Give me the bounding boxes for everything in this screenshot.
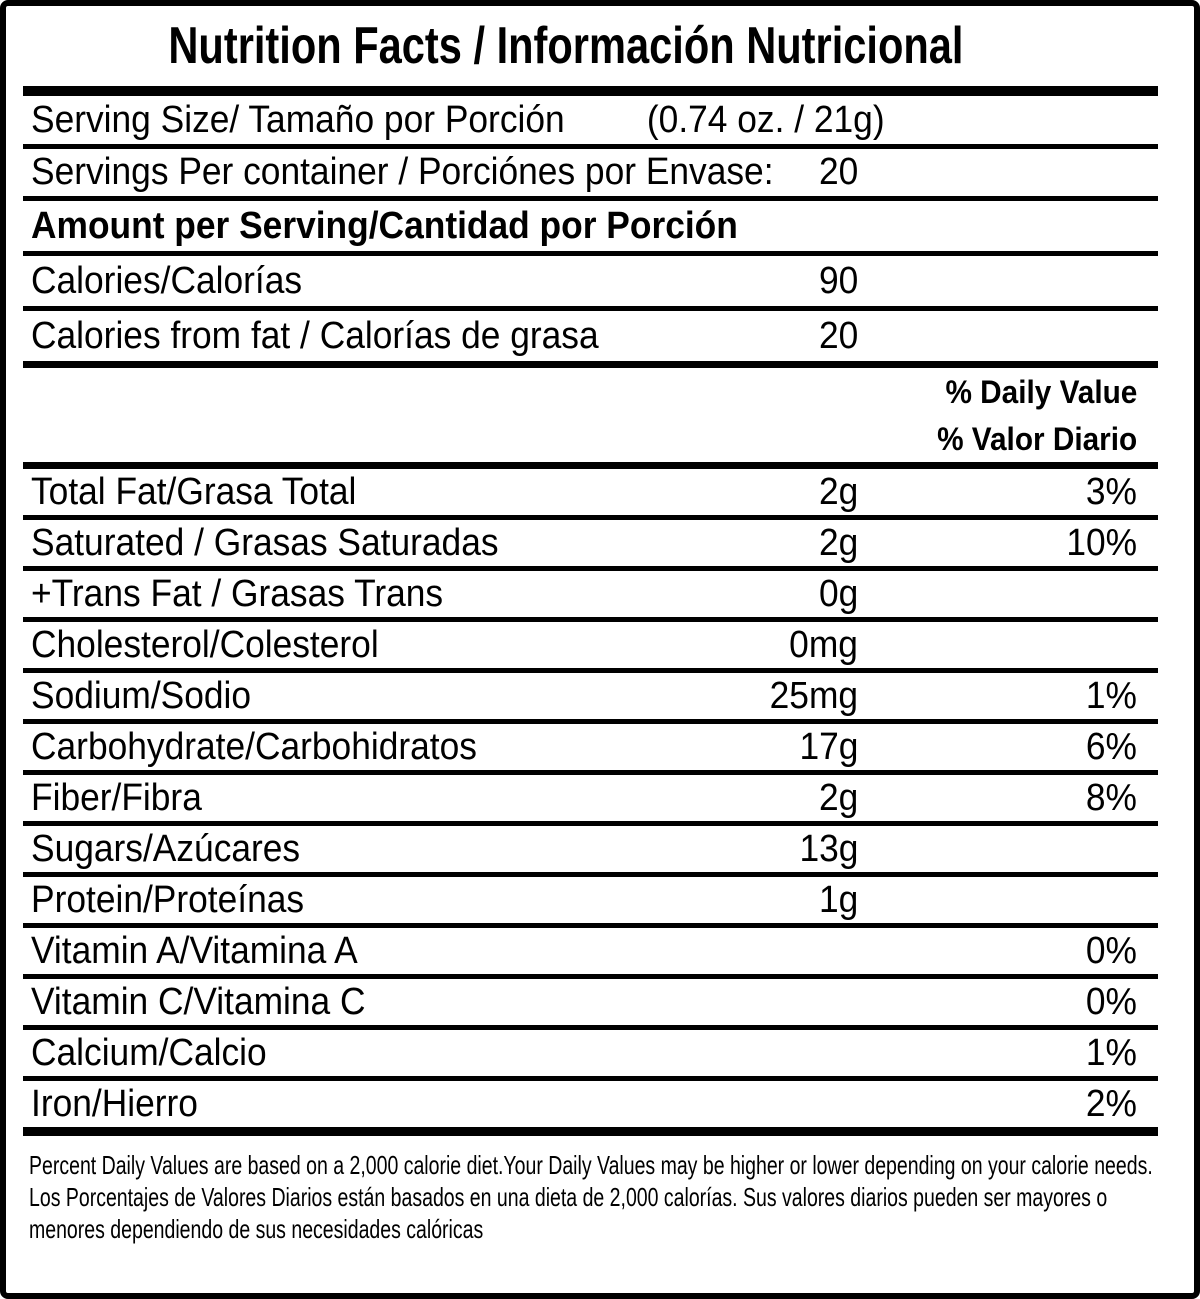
row-vitamin-c (23, 979, 1158, 1025)
nutrient-label: Saturated / Grasas Saturadas (31, 521, 499, 564)
nutrient-label: Fiber/Fibra (31, 776, 202, 819)
row-total-fat (23, 469, 1158, 515)
serving-size-row (23, 96, 1158, 144)
footnote-spanish: Los Porcentajes de Valores Diarios están basados en una dieta de 2,000 calorías. Sus valores diarios pueden ser mayores o menores dependiendo de sus necesidades calóricas (29, 1181, 1108, 1244)
nutrient-label: Iron/Hierro (31, 1082, 198, 1125)
servings-per-container-value: 20 (818, 151, 858, 193)
calories-from-fat-value: 20 (818, 314, 858, 357)
servings-per-container-row (23, 149, 1158, 196)
amount-per-serving-text: Amount per Serving/Cantidad por Porción (31, 204, 738, 247)
footnote-english: Percent Daily Values are based on a 2,000 calorie diet.Your Daily Values may be higher or lower depending on your calorie needs. (29, 1150, 1153, 1180)
nutrient-amount: 0g (818, 572, 858, 615)
serving-size-label: Serving Size/ Tamaño por Porción (31, 98, 565, 141)
nutrient-label: Calcium/Calcio (31, 1031, 267, 1074)
nutrient-label: Vitamin C/Vitamina C (31, 980, 366, 1023)
nutrient-amount: 2g (818, 776, 858, 819)
nutrient-dv: 0% (1085, 929, 1137, 972)
calories-value: 90 (818, 259, 858, 302)
daily-value-header-en-text: % Daily Value (945, 373, 1137, 410)
nutrient-amount: 1g (818, 878, 858, 921)
label-title-text: Nutrition Facts / Información Nutricional (168, 17, 964, 75)
daily-value-header-es (23, 416, 1158, 462)
nutrient-amount: 0mg (789, 623, 858, 666)
calories-row (23, 256, 1158, 306)
divider-thick (23, 462, 1158, 469)
nutrient-dv: 6% (1085, 725, 1137, 768)
calories-label: Calories/Calorías (31, 259, 303, 302)
nutrient-dv: 1% (1085, 1031, 1137, 1074)
row-saturated-fat (23, 520, 1158, 566)
row-vitamin-a (23, 928, 1158, 974)
nutrient-amount: 13g (799, 827, 858, 870)
title-divider-bar (23, 86, 1158, 96)
row-sugars (23, 826, 1158, 872)
nutrient-dv: 8% (1085, 776, 1137, 819)
nutrient-amount: 25mg (769, 674, 858, 717)
row-calcium (23, 1030, 1158, 1076)
nutrient-label: Sodium/Sodio (31, 674, 252, 717)
nutrient-dv: 10% (1066, 521, 1137, 564)
amount-per-serving-header (23, 201, 1158, 251)
row-carbohydrate (23, 724, 1158, 770)
row-cholesterol (23, 622, 1158, 668)
divider-thick (23, 1127, 1158, 1136)
row-protein (23, 877, 1158, 923)
row-fiber (23, 775, 1158, 821)
nutrient-label: Total Fat/Grasa Total (31, 470, 357, 513)
divider-thick (23, 361, 1158, 368)
serving-size-value: (0.74 oz. / 21g) (647, 98, 885, 141)
row-sodium (23, 673, 1158, 719)
nutrient-amount: 2g (818, 521, 858, 564)
row-trans-fat (23, 571, 1158, 617)
nutrient-dv: 0% (1085, 980, 1137, 1023)
nutrient-amount: 2g (818, 470, 858, 513)
nutrient-label: Vitamin A/Vitamina A (31, 929, 358, 972)
daily-value-header-en (23, 368, 1158, 416)
nutrient-label: Carbohydrate/Carbohidratos (31, 725, 477, 768)
nutrient-amount: 17g (799, 725, 858, 768)
nutrient-dv: 1% (1085, 674, 1137, 717)
calories-from-fat-label: Calories from fat / Calorías de grasa (31, 314, 599, 357)
nutrient-dv: 3% (1085, 470, 1137, 513)
nutrient-label: Protein/Proteínas (31, 878, 305, 921)
nutrient-label: Sugars/Azúcares (31, 827, 301, 870)
nutrient-label: Cholesterol/Colesterol (31, 623, 379, 666)
nutrient-label: +Trans Fat / Grasas Trans (31, 572, 444, 615)
row-iron (23, 1081, 1158, 1127)
footnote-section (23, 1136, 1158, 1246)
calories-from-fat-row (23, 311, 1158, 361)
daily-value-header-es-text: % Valor Diario (936, 420, 1137, 457)
label-title (6, 6, 1194, 86)
servings-per-container-label: Servings Per container / Porciónes por Envase: (31, 151, 774, 193)
nutrient-dv: 2% (1085, 1082, 1137, 1125)
